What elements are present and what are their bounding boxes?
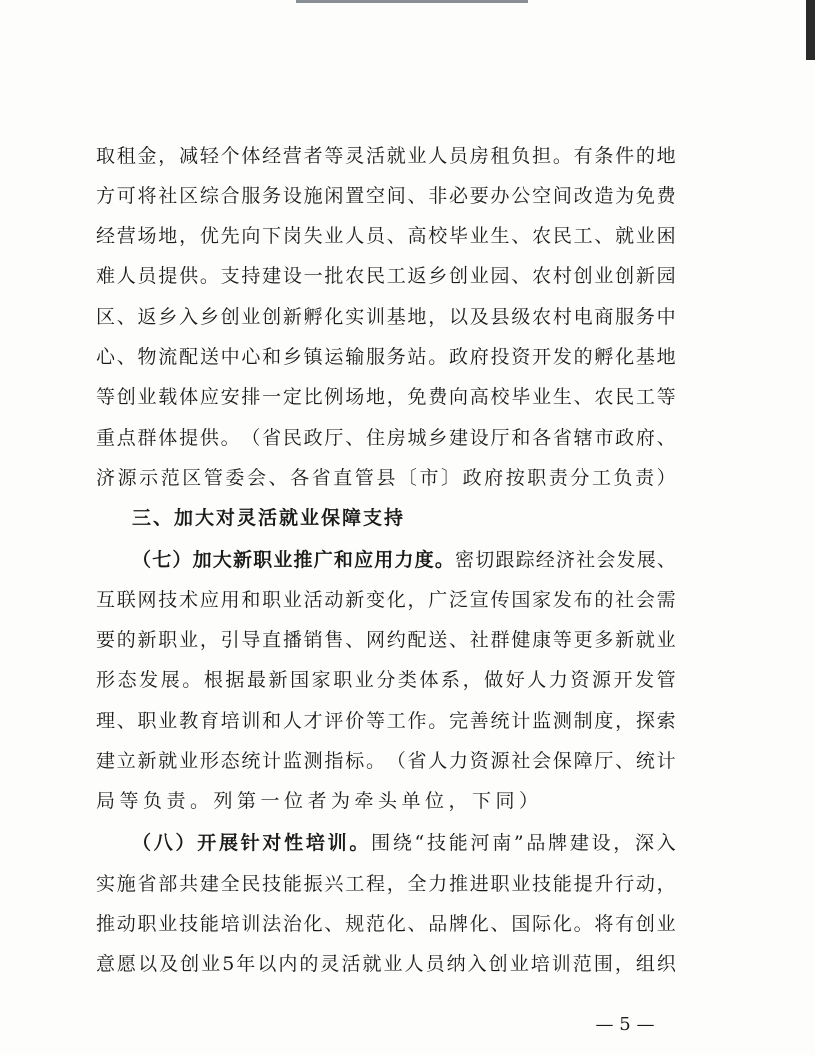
paragraph-line: 推 动 职 业 技 能 培 训 法 治 化 、 规 范 化 、 品 牌 化 、 国 际 化 。 将 有 创 业 xyxy=(96,913,676,935)
paragraph-line: 区 、 返 乡 入 乡 创 业 创 新 孵 化 实 训 基 地 ， 以 及 县 级 农 村 电 商 服 务 中 xyxy=(96,306,676,328)
section-heading: 三、加大对灵活就业保障支持 xyxy=(132,507,406,529)
page-number: — 5 — xyxy=(595,1014,655,1035)
paragraph-line: 难 人 员 提 供 。 支 持 建 设 一 批 农 民 工 返 乡 创 业 园 、 农 村 创 业 创 新 园 xyxy=(96,265,676,287)
paragraph-line: 形 态 发 展 。 根 据 最 新 国 家 职 业 分 类 体 系 ， 做 好 人 力 资 源 开 发 管 xyxy=(96,669,676,691)
paragraph-line: 要 的 新 职 业 ， 引 导 直 播 销 售 、 网 约 配 送 、 社 群 健 康 等 更 多 新 就 业 xyxy=(96,629,676,651)
paragraph-line: 实 施 省 部 共 建 全 民 技 能 振 兴 工 程 ， 全 力 推 进 职 业 技 能 提 升 行 动 ， xyxy=(96,873,676,895)
scan-right-edge xyxy=(806,0,815,60)
paragraph-line: 等 创 业 载 体 应 安 排 一 定 比 例 场 地 ， 免 费 向 高 校 毕 业 生 、 农 民 工 等 xyxy=(96,386,676,408)
paragraph-line: 局等负责。列第一位者为牵头单位，下同） xyxy=(96,790,543,812)
paragraph-line: （ 八 ） 开 展 针 对 性 培 训 。 围 绕 “ 技 能 河 南 ” 品 牌 建 设 ， 深 入 xyxy=(132,832,676,854)
paragraph-line: 经 营 场 地 ， 优 先 向 下 岗 失 业 人 员 、 高 校 毕 业 生 、 农 民 工 、 就 业 困 xyxy=(96,225,676,247)
paragraph-line: 取 租 金 ， 减 轻 个 体 经 营 者 等 灵 活 就 业 人 员 房 租 负 担 。 有 条 件 的 地 xyxy=(96,145,676,167)
paragraph-line: 心 、 物 流 配 送 中 心 和 乡 镇 运 输 服 务 站 。 政 府 投 资 开 发 的 孵 化 基 地 xyxy=(96,346,676,368)
scan-top-rule xyxy=(296,0,528,3)
paragraph-line: 理 、 职 业 教 育 培 训 和 人 才 评 价 等 工 作 。 完 善 统 计 监 测 制 度 ， 探 索 xyxy=(96,710,676,732)
paragraph-line: 意 愿 以 及 创 业 5 年 以 内 的 灵 活 就 业 人 员 纳 入 创 业 培 训 范 围 ， 组 织 xyxy=(96,953,676,975)
paragraph-line: 互 联 网 技 术 应 用 和 职 业 活 动 新 变 化 ， 广 泛 宣 传 国 家 发 布 的 社 会 需 xyxy=(96,589,676,611)
paragraph-line: 建 立 新 就 业 形 态 统 计 监 测 指 标 。 （ 省 人 力 资 源 社 会 保 障 厅 、 统 计 xyxy=(96,750,676,772)
paragraph-line: 济 源 示 范 区 管 委 会 、 各 省 直 管 县 〔 市 〕 政 府 按 职 责 分 工 负 责 ） xyxy=(96,467,676,489)
paragraph-line: 方 可 将 社 区 综 合 服 务 设 施 闲 置 空 间 、 非 必 要 办 公 空 间 改 造 为 免 费 xyxy=(96,185,676,207)
paragraph-line: 重 点 群 体 提 供 。 （ 省 民 政 厅 、 住 房 城 乡 建 设 厅 和 各 省 辖 市 政 府 、 xyxy=(96,427,676,449)
paragraph-line: （ 七 ） 加 大 新 职 业 推 广 和 应 用 力 度 。 密 切 跟 踪 经 济 社 会 发 展 、 xyxy=(132,549,676,571)
